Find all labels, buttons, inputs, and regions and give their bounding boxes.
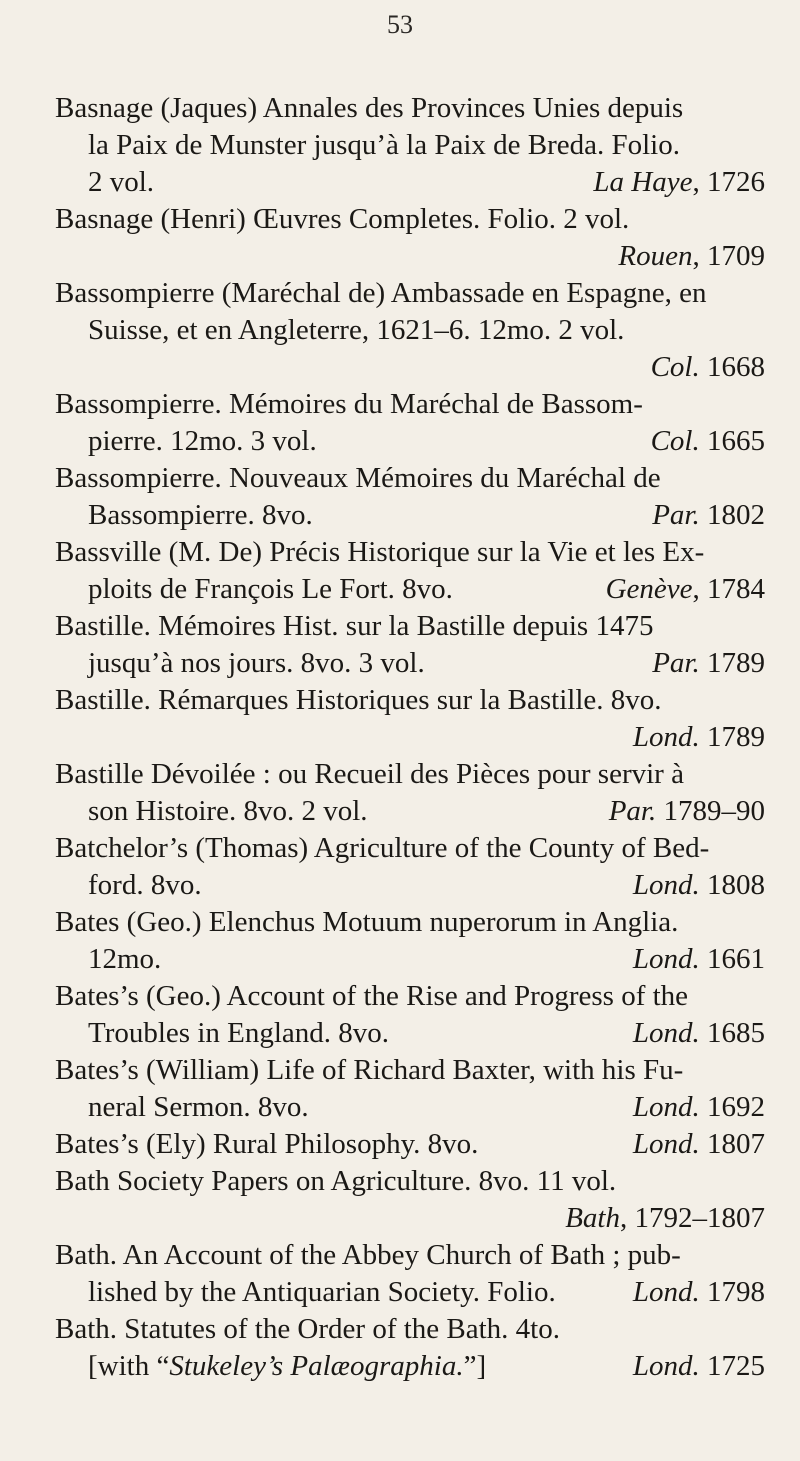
entry-text: Bassompierre. 8vo.: [88, 499, 313, 531]
entry-place: Lond.: [632, 1276, 700, 1308]
entry-line: Batchelor’s (Thomas) Agriculture of the County of Bed-: [55, 832, 710, 864]
entry-text: ford. 8vo.: [88, 869, 202, 901]
entry-line: Bates’s (William) Life of Richard Baxter, with his Fu-: [55, 1054, 684, 1086]
entry-date: 1807: [699, 1128, 765, 1160]
entry-imprint: [633, 1126, 765, 1163]
catalogue-entry: [55, 386, 765, 460]
entry-text: pierre. 12mo. 3 vol.: [88, 425, 317, 457]
entry-date: 1789–90: [656, 795, 765, 827]
entry-line: Suisse, et en Angleterre, 1621–6. 12mo. 2 vol.: [88, 314, 625, 346]
catalogue-entry: [55, 756, 765, 830]
entry-date: 1668: [699, 351, 765, 383]
entry-line: Bassompierre (Maréchal de) Ambassade en Espagne, en: [55, 277, 707, 309]
entry-line: [55, 571, 765, 608]
catalogue-entry: [55, 978, 765, 1052]
entry-imprint: [593, 164, 765, 201]
entry-place: Lond.: [632, 721, 700, 753]
entry-line: [55, 1274, 765, 1311]
entry-line: Basnage (Henri) Œuvres Completes. Folio. 2 vol.: [55, 203, 630, 235]
catalogue-entry: [55, 1311, 765, 1385]
entry-imprint: [606, 571, 765, 608]
entry-imprint: [633, 867, 765, 904]
entry-place: Lond.: [632, 1091, 700, 1123]
entry-line: la Paix de Munster jusqu’à la Paix de Breda. Folio.: [88, 129, 680, 161]
entry-line: [55, 645, 765, 682]
entry-date: 1725: [699, 1350, 765, 1382]
entry-line: [55, 164, 765, 201]
entry-line: Bassompierre. Nouveaux Mémoires du Maréchal de: [55, 462, 661, 494]
entry-place: Par.: [652, 647, 700, 679]
catalogue-entry: [55, 1052, 765, 1126]
entry-date: 1692: [699, 1091, 765, 1123]
entry-date: , 1792–1807: [620, 1202, 765, 1234]
catalogue-entry: [55, 201, 765, 275]
entry-line: [55, 497, 765, 534]
entry-text: Troubles in England. 8vo.: [88, 1017, 390, 1049]
entry-text: son Histoire. 8vo. 2 vol.: [88, 795, 368, 827]
entry-imprint: [651, 423, 765, 460]
entry-place: Genève: [605, 573, 693, 605]
entry-imprint: [55, 719, 765, 756]
entry-place: Lond.: [632, 1128, 700, 1160]
catalogue-entry: [55, 1126, 765, 1163]
entry-date: 1802: [699, 499, 765, 531]
entry-imprint: [633, 941, 765, 978]
entry-text: jusqu’à nos jours. 8vo. 3 vol.: [88, 647, 425, 679]
catalogue-entries: [55, 90, 765, 1385]
entry-imprint: [633, 1089, 765, 1126]
entry-date: 1789: [699, 721, 765, 753]
entry-line: [55, 867, 765, 904]
entry-line: Bath. Statutes of the Order of the Bath. 4to.: [55, 1313, 560, 1345]
entry-place: Col.: [650, 351, 700, 383]
entry-imprint: [55, 349, 765, 386]
entry-date: 1789: [699, 647, 765, 679]
entry-imprint: [633, 1274, 765, 1311]
entry-italic-title: Stukeley’s Palæographia.: [169, 1350, 464, 1382]
entry-line: [55, 1089, 765, 1126]
entry-place: Lond.: [632, 943, 700, 975]
entry-line: Bath. An Account of the Abbey Church of Bath ; pub-: [55, 1239, 681, 1271]
entry-date: 1798: [699, 1276, 765, 1308]
entry-line: [55, 1126, 765, 1163]
entry-date: 1685: [699, 1017, 765, 1049]
catalogue-entry: [55, 275, 765, 386]
catalogue-entry: [55, 1237, 765, 1311]
entry-line: [55, 423, 765, 460]
entry-imprint: [609, 793, 765, 830]
entry-place: Bath: [565, 1202, 620, 1234]
catalogue-entry: [55, 830, 765, 904]
entry-line: [55, 1348, 765, 1385]
entry-imprint: [55, 1200, 765, 1237]
entry-line: Basnage (Jaques) Annales des Provinces Unies depuis: [55, 92, 684, 124]
entry-place: Par.: [608, 795, 657, 827]
entry-place: Lond.: [632, 1017, 700, 1049]
entry-text: ploits de François Le Fort. 8vo.: [88, 573, 453, 605]
catalogue-entry: [55, 90, 765, 201]
entry-line: [55, 793, 765, 830]
entry-place: Rouen: [618, 240, 693, 272]
page-number: 53: [387, 10, 413, 39]
entry-line: Bassompierre. Mémoires du Maréchal de Bassom-: [55, 388, 643, 420]
entry-text: 12mo.: [88, 943, 162, 975]
entry-text: lished by the Antiquarian Society. Folio.: [88, 1276, 556, 1308]
entry-line: Bates (Geo.) Elenchus Motuum nuperorum in Anglia.: [55, 906, 679, 938]
entry-date: 1665: [699, 425, 765, 457]
entry-date: , 1709: [692, 240, 765, 272]
entry-text: ”]: [463, 1350, 487, 1382]
catalogue-entry: [55, 608, 765, 682]
entry-line: Bates’s (Geo.) Account of the Rise and Progress of the: [55, 980, 689, 1012]
catalogue-entry: [55, 682, 765, 756]
entry-imprint: [652, 497, 765, 534]
entry-line: Bastille Dévoilée : ou Recueil des Pièces pour servir à: [55, 758, 684, 790]
catalogue-entry: [55, 904, 765, 978]
entry-line: [55, 1015, 765, 1052]
entry-text: neral Sermon. 8vo.: [88, 1091, 309, 1123]
entry-place: Lond.: [632, 869, 700, 901]
entry-imprint: [55, 238, 765, 275]
entry-place: Col.: [650, 425, 700, 457]
entry-date: , 1726: [692, 166, 765, 198]
entry-imprint: [652, 645, 765, 682]
entry-imprint: [633, 1015, 765, 1052]
entry-place: Lond.: [632, 1350, 700, 1382]
entry-date: 1808: [699, 869, 765, 901]
entry-text: Bates’s (Ely) Rural Philosophy. 8vo.: [55, 1128, 479, 1160]
entry-line: Bastille. Mémoires Hist. sur la Bastille depuis 1475: [55, 610, 654, 642]
entry-line: [55, 941, 765, 978]
entry-place: Par.: [652, 499, 700, 531]
entry-date: 1661: [699, 943, 765, 975]
entry-line: Bastille. Rémarques Historiques sur la Bastille. 8vo.: [55, 684, 662, 716]
catalogue-entry: [55, 1163, 765, 1237]
entry-date: , 1784: [692, 573, 765, 605]
entry-line: Bassville (M. De) Précis Historique sur la Vie et les Ex-: [55, 536, 705, 568]
entry-line: Bath Society Papers on Agriculture. 8vo. 11 vol.: [55, 1165, 617, 1197]
entry-place: La Haye: [593, 166, 693, 198]
entry-imprint: [633, 1348, 765, 1385]
catalogue-entry: [55, 534, 765, 608]
entry-text: 2 vol.: [88, 166, 155, 198]
entry-text: [with “: [88, 1350, 170, 1382]
catalogue-entry: [55, 460, 765, 534]
